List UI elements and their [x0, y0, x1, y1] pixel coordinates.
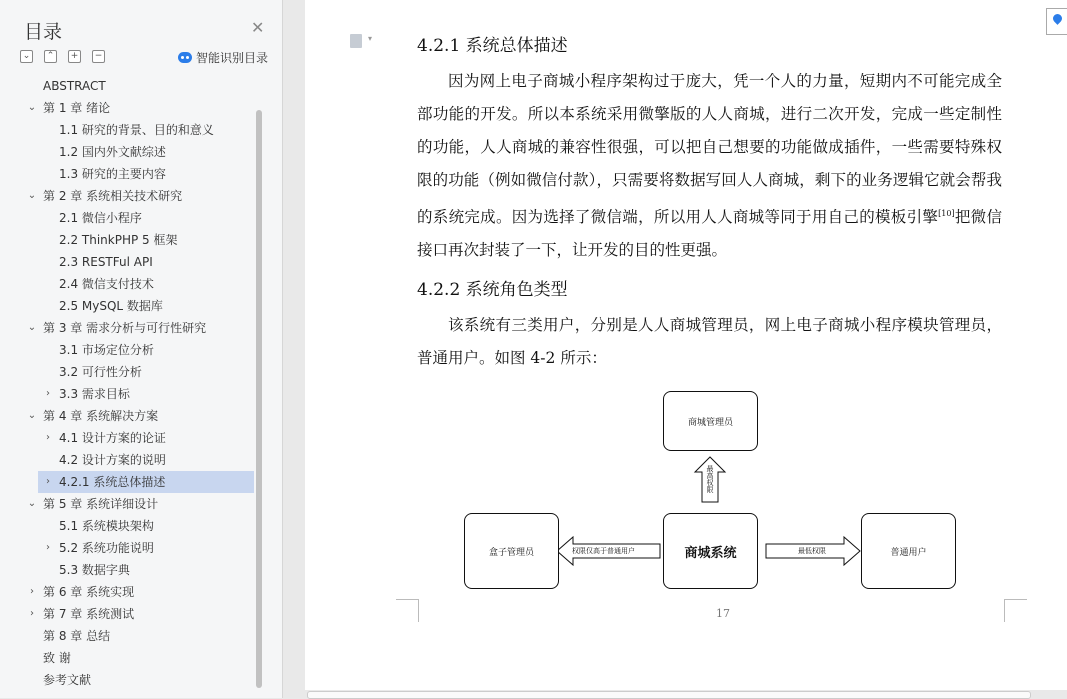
horizontal-scrollbar[interactable]	[305, 690, 1067, 698]
page-corner-mark-right	[1004, 599, 1027, 622]
toc-item[interactable]	[0, 647, 255, 669]
toc-item[interactable]	[0, 449, 255, 471]
toc-item[interactable]	[0, 273, 255, 295]
box-mall-system: 商城系统	[663, 513, 758, 589]
sidebar-toolbar	[20, 50, 105, 63]
chevron-down-icon[interactable]: ▾	[368, 34, 373, 43]
toc-item-label: 3.1 市场定位分析	[59, 343, 154, 357]
toc-item[interactable]	[0, 141, 255, 163]
toc-item[interactable]	[0, 97, 255, 119]
toc-item-label: 第 8 章 总结	[43, 629, 111, 643]
toc-item[interactable]	[0, 251, 255, 273]
left-arrow-label: 权限仅高于普通用户	[572, 547, 635, 555]
sidebar-scrollbar[interactable]	[256, 110, 262, 688]
document-page	[305, 0, 1067, 690]
toc-item-label: 1.1 研究的背景、目的和意义	[59, 123, 214, 137]
chevron-right-icon[interactable]: ›	[46, 388, 50, 399]
toc-item-label: 第 4 章 系统解决方案	[43, 409, 159, 423]
toc-item-label: 第 1 章 绪论	[43, 101, 111, 115]
toc-item-label: 1.2 国内外文献综述	[59, 145, 166, 159]
toc-item[interactable]	[0, 207, 255, 229]
toc-item[interactable]	[0, 581, 255, 603]
toc-item[interactable]	[0, 625, 255, 647]
remove-icon[interactable]: −	[92, 50, 105, 63]
toc-item-label: 2.1 微信小程序	[59, 211, 142, 225]
toc-item-label: 2.4 微信支付技术	[59, 277, 154, 291]
collapse-all-icon[interactable]: ⌄	[20, 50, 33, 63]
diagram-arrows	[305, 0, 1067, 600]
toc-item-label: 参考文献	[43, 673, 92, 687]
toc-item[interactable]	[0, 339, 255, 361]
toc-item[interactable]	[0, 493, 255, 515]
toc-item-label: 4.1 设计方案的论证	[59, 431, 166, 445]
chevron-right-icon[interactable]: ›	[30, 608, 34, 619]
toc-item[interactable]	[0, 559, 255, 581]
toc-item[interactable]	[0, 317, 255, 339]
toc-item-label: 3.3 需求目标	[59, 387, 130, 401]
page-corner-mark-left	[396, 599, 419, 622]
toc-item[interactable]	[0, 163, 255, 185]
page-number: 17	[716, 607, 730, 620]
chevron-right-icon[interactable]: ›	[46, 542, 50, 553]
toc-item-label: 第 2 章 系统相关技术研究	[43, 189, 183, 203]
toc-item-label: 第 5 章 系统详细设计	[43, 497, 159, 511]
close-icon[interactable]: ✕	[251, 18, 265, 37]
toc-item-label: 第 6 章 系统实现	[43, 585, 135, 599]
robot-icon	[178, 52, 192, 63]
toc-item-label: 3.2 可行性分析	[59, 365, 142, 379]
toc-item-label: 2.5 MySQL 数据库	[59, 299, 163, 313]
toc-item-label: ABSTRACT	[43, 79, 106, 93]
chevron-right-icon[interactable]: ›	[46, 476, 50, 487]
toc-item-label: 第 7 章 系统测试	[43, 607, 135, 621]
toc-item-label: 5.3 数据字典	[59, 563, 130, 577]
up-arrow-label: 最高权限	[706, 465, 714, 493]
box-box-admin: 盒子管理员	[464, 513, 559, 589]
chevron-right-icon[interactable]: ›	[46, 432, 50, 443]
box-mall-admin: 商城管理员	[663, 391, 758, 451]
toc-item[interactable]	[0, 405, 255, 427]
toc-item[interactable]	[0, 537, 255, 559]
section-heading-4-2-2: 4.2.2 系统角色类型	[417, 280, 568, 300]
chevron-down-icon[interactable]: ⌄	[27, 190, 37, 201]
toc-item[interactable]	[0, 669, 255, 691]
toc-item-label: 5.1 系统模块架构	[59, 519, 154, 533]
toc-item-label: 4.2 设计方案的说明	[59, 453, 166, 467]
toc-item[interactable]	[0, 75, 255, 97]
toc-item-label: 致 谢	[43, 651, 71, 665]
sidebar-title: 目录	[24, 21, 63, 43]
toc-sidebar	[0, 0, 283, 698]
toc-item[interactable]	[0, 361, 255, 383]
toc-item[interactable]	[0, 427, 255, 449]
expand-all-icon[interactable]: ⌃	[44, 50, 57, 63]
add-icon[interactable]: +	[68, 50, 81, 63]
toc-item[interactable]	[0, 295, 255, 317]
chevron-down-icon[interactable]: ⌄	[27, 102, 37, 113]
toc-item[interactable]	[0, 515, 255, 537]
toc-item-label: 1.3 研究的主要内容	[59, 167, 166, 181]
toc-item-label: 2.2 ThinkPHP 5 框架	[59, 233, 178, 247]
chevron-right-icon[interactable]: ›	[30, 586, 34, 597]
toc-item-label: 第 3 章 需求分析与可行性研究	[43, 321, 207, 335]
paragraph-overview: 因为网上电子商城小程序架构过于庞大，凭一个人的力量，短期内不可能完成全部功能的开发。所以本系统采用微擎版的人人商城，进行二次开发，完成一些定制性的功能，人人商城的兼容性很强，可以把自己想要的功能做成插件，一些需要特殊权限的功能（例如微信付款），只需要将数据写回人人商城，剩下的业务逻辑它就会帮我的系统完成。因为选择了微信端，所以用人人商城等同于用自己的模板引擎[10]把微信接口再次封装了一下，让开发的目的性更强。	[417, 72, 1002, 260]
toc-item-label: 5.2 系统功能说明	[59, 541, 154, 555]
toc-item[interactable]	[0, 229, 255, 251]
toc-item[interactable]	[38, 471, 254, 493]
toc-item-label: 4.2.1 系统总体描述	[59, 475, 166, 489]
section-heading-4-2-1: 4.2.1 系统总体描述	[417, 36, 568, 56]
toc-item-label: 2.3 RESTFul API	[59, 255, 153, 269]
gutter	[283, 0, 305, 698]
location-pin-icon[interactable]	[1046, 8, 1067, 35]
chevron-down-icon[interactable]: ⌄	[27, 322, 37, 333]
citation-ref[interactable]: [10]	[938, 209, 955, 218]
toc-item[interactable]	[0, 185, 255, 207]
paragraph-roles: 该系统有三类用户，分别是人人商城管理员，网上电子商城小程序模块管理员，普通用户。如图 4-2 所示：	[417, 316, 1002, 367]
toc-item[interactable]	[0, 119, 255, 141]
toc-item[interactable]	[0, 603, 255, 625]
chevron-down-icon[interactable]: ⌄	[27, 498, 37, 509]
right-arrow-label: 最低权限	[798, 547, 826, 555]
toc-item[interactable]	[0, 383, 255, 405]
box-normal-user: 普通用户	[861, 513, 956, 589]
smart-toc-label: 智能识别目录	[196, 51, 269, 65]
smart-toc-button[interactable]	[178, 49, 268, 66]
chevron-down-icon[interactable]: ⌄	[27, 410, 37, 421]
